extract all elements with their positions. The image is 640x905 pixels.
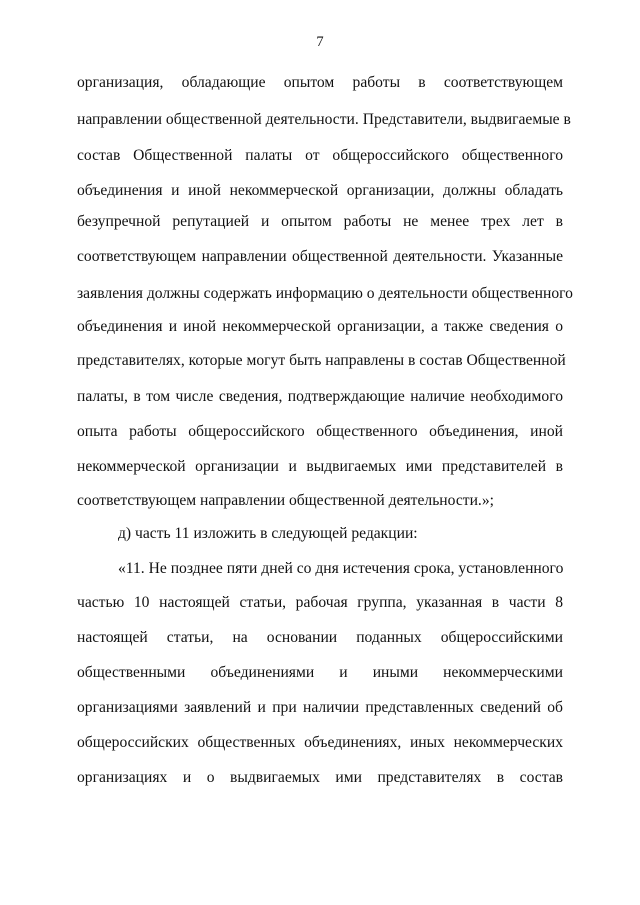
text-line-15: «11. Не позднее пяти дней со дня истечения срока, установленного [118,560,564,577]
text-line-6: соответствующем направлении общественной деятельности. Указанные [77,248,563,265]
text-line-16: частью 10 настоящей статьи, рабочая группа, указанная в части 8 [77,594,563,611]
text-line-8: объединения и иной некоммерческой организации, а также сведения о [77,318,563,335]
text-line-10: палаты, в том числе сведения, подтверждающие наличие необходимого [77,388,563,405]
text-line-12: некоммерческой организации и выдвигаемых ими представителей в [77,458,563,475]
text-line-9: представителях, которые могут быть направлены в состав Общественной [77,352,566,369]
text-line-20: общероссийских общественных объединениях, иных некоммерческих [77,734,563,751]
text-line-14: д) часть 11 изложить в следующей редакции: [118,525,418,542]
text-line-21: организациях и о выдвигаемых ими представителях в состав [77,769,563,786]
text-line-3: состав Общественной палаты от общероссийского общественного [77,147,563,164]
text-line-4: объединения и иной некоммерческой организации, должны обладать [77,182,563,199]
text-line-7: заявления должны содержать информацию о деятельности общественного [77,285,573,302]
text-line-19: организациями заявлений и при наличии представленных сведений об [77,699,563,716]
text-line-11: опыта работы общероссийского общественного объединения, иной [77,423,563,440]
text-line-5: безупречной репутацией и опытом работы не менее трех лет в [77,213,563,230]
page-number: 7 [316,34,324,50]
text-line-17: настоящей статьи, на основании поданных общероссийскими [77,629,563,646]
text-line-1: организация, обладающие опытом работы в соответствующем [77,74,563,91]
text-line-2: направлении общественной деятельности. Представители, выдвигаемые в [77,111,571,128]
text-line-18: общественными объединениями и иными некоммерческими [77,664,563,681]
text-line-13: соответствующем направлении общественной деятельности.»; [77,492,494,509]
